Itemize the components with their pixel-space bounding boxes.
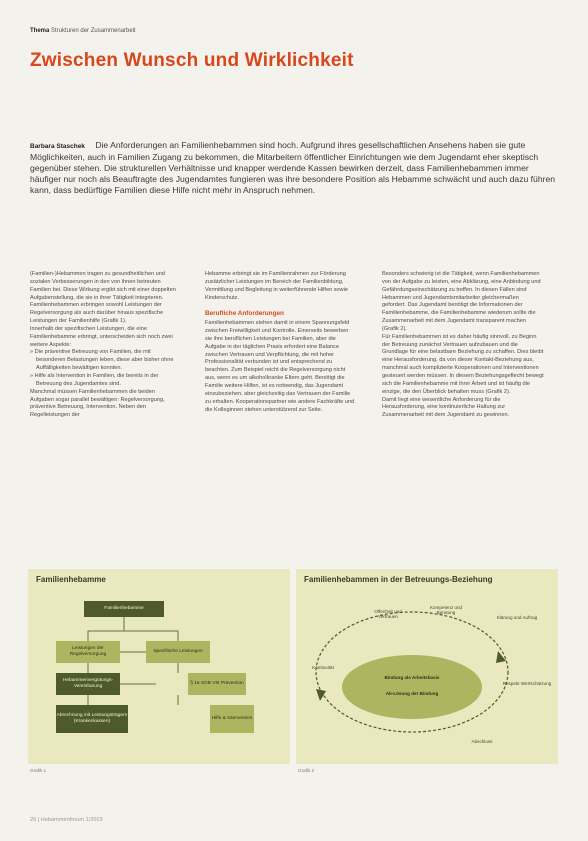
- body-paragraph: Innerhalb der spezifischen Leistungen, die eine Familienhebamme erbringt, unterscheiden sich noch zwei weitere Aspekte:: [30, 325, 173, 348]
- label-offenheit: Offenheit und Vertrauen: [374, 609, 402, 620]
- body-paragraph: Besonders schwierig ist die Tätigkeit, wenn Familienhebammen von der Aufgabe zu leisten, eine Abklärung, eine Anbindung und Gefährdungseinschätzung zu treffen. In diesen Fällen sind Hebammen und Jugendamtsmitarbeiter gleichermaßen gefordert. Das Jugendamt benötigt die Informationen der Familienhebamme, die Familienhebamme wiederum sollte die Zusammenarbeit mit dem Jugendamt transparent machen (Grafik 2).: [382, 271, 541, 332]
- box-intervention: Hilfe & Intervention: [210, 705, 254, 733]
- page-footer: 26 | Hebammenforum 1/2019: [30, 817, 103, 823]
- body-paragraph: Damit liegt eine wesentliche Anforderung für die Herausforderung, eine kontinuierliche Haltung zur Zusammenarbeit mit dem Jugendamt zu gewinnen.: [382, 396, 510, 419]
- figure-1-caption: Grafik 1: [30, 768, 47, 773]
- label-respekt: Respekt Wertschätzung: [502, 681, 552, 686]
- lead-paragraph: [30, 140, 558, 196]
- lead-text: Die Anforderungen an Familienhebammen sind hoch. Aufgrund ihres gesellschaftlichen Ansehens haben sie gute Möglichkeiten, auch in Familien Zugang zu bekommen, die Mitarbeitern öffentlicher Einrichtungen wie dem Jugendamt eher skeptisch gegenüber stehen. Die strukturellen Verhältnisse und knapper werdende Kassen bewirken derzeit, dass Familienhebammen immer häufiger nur noch als Beauftragte des Jugendamtes fungieren was ihre besondere Position als Hebamme schwächt und auch dazu führen kann, dass bedürftige Familien diese Hilfe nicht mehr in Anspruch nehmen.: [30, 140, 556, 196]
- body-paragraph: (Familien-)Hebammen tragen zu gesundheitlichen und sozialen Verbesserungen in den von ihnen betreuten Familien bei. Diese Wirkung ergibt sich mit einer doppelten Aufgabenstellung, die sie in ihrer Tätigkeit integrieren.: [30, 271, 176, 301]
- box-verguetung: Hebammenvergütungs-Vereinbarung: [56, 673, 120, 695]
- label-abloesung: Ab-Lösung der Bindung: [385, 691, 439, 696]
- text-column-3: [382, 271, 544, 420]
- author-name: Barbara Staschek: [30, 143, 85, 150]
- topic-line: [30, 28, 136, 34]
- box-regelversorgung: Leistungen der Regelversorgung: [56, 641, 120, 663]
- figure-2-title: Familienhebammen in der Betreuungs-Beziehung: [304, 575, 493, 584]
- topic-text: Strukturen der Zusammenarbeit: [51, 28, 136, 34]
- box-familienhebamme: Familienhebamme: [84, 601, 164, 617]
- body-paragraph: Familienhebammen erbringen sowohl Leistungen der Regelversorgung als auch darüber hinaus spezifische Leistungen der Familienhilfe (Grafik 1).: [30, 302, 164, 325]
- label-bindung: Bindung als Arbeitsbasis: [384, 675, 440, 680]
- body-paragraph: Hebamme erbringt sie im Familienrahmen zur Förderung zusätzlicher Leistungen im Bereich der Familienbildung, Vermittlung und Begleitung in weiterführende Hilfen sowie Kinderschutz.: [205, 271, 349, 301]
- figure-1-diagram: [28, 569, 290, 764]
- box-abrechnung: Abrechnung mit Leistungsträgern (Krankenkassen): [56, 705, 128, 733]
- figure-2-diagram: [296, 569, 558, 764]
- bullet-item: » Die präventive Betreuung von Familien, die mit besonderen Belastungen leben, diese aber bisher ohne Auffälligkeiten bewältigen konnten.: [30, 349, 174, 372]
- text-column-2: [205, 271, 355, 414]
- text-column-1: [30, 271, 180, 420]
- topic-label: Thema: [30, 28, 50, 34]
- label-kontinuitaet: Kontinuität: [312, 665, 334, 670]
- body-paragraph: Manchmal müssen Familienhebammen die beiden Aufgaben sogar parallel bewältigen: Regelversorgung, präventive Betreuung, Intervention. Neben den Regelleistungen der: [30, 388, 165, 419]
- bullet-item: » Hilfe als Intervention in Familien, die bereits in der Betreuung des Jugendamtes sind.: [30, 372, 159, 387]
- box-spezifische-leistungen: Spezifische Leistungen: [146, 641, 210, 663]
- body-paragraph: Für Familienhebammen ist es daher häufig sinnvoll, zu Beginn der Betreuung zunächst Vertrauen aufzubauen und die Grundlage für eine belastbare Beziehung zu schaffen. Dies bleibt eine Herausforderung, da von dieser Kontakt-Beziehung aus, manchmal auch komplizierte Kooperationen und Interventionen gesteuert werden müssen. In diesem Beziehungsgeflecht bewegt sich die Familienhebamme mit ihrer Arbeit und ist häufig die einzige, die den Überblick behalten muss (Grafik 2).: [382, 333, 544, 395]
- article-title: Zwischen Wunsch und Wirklichkeit: [30, 50, 354, 71]
- label-abschluss: Abschluss: [471, 739, 493, 744]
- body-paragraph: Familienhebammen stehen damit in einem Spannungsfeld zwischen Freiwilligkeit und Kontrolle. Einerseits bewerben sie ihre beruflichen Leistungen bei Familien, aber die Aufgabe in der täglichen Praxis erfordert eine Balance zwischen Vertrauen und Verpflichtung, die mit hoher Professionalität verbunden ist und entsprechend zu beachten. Zum Beispiel reicht die Regelversorgung nicht aus, wenn es um alkoholkranke Eltern geht. Benötigt die Familie weitere Hilfen, ist es notwendig, das Jugendamt einzubeziehen, aber gleichzeitig das Vertrauen der Familie zu erhalten. Kooperationspartner wie andere Fachkräfte und die Kolleginnen stehen unterstützend zur Seite.: [205, 320, 355, 413]
- figure-1-title: Familienhebamme: [36, 575, 106, 584]
- subheading: Berufliche Anforderungen: [205, 310, 284, 318]
- label-kompetenz: Kompetenz und Beratung: [429, 605, 463, 616]
- figure-2-caption: Grafik 2: [298, 768, 315, 773]
- label-klaerung: Klärung und Auftrag: [496, 615, 538, 620]
- box-praevention: § 16 SGB VIII Prävention: [188, 673, 246, 695]
- figure-1-connectors: [28, 569, 290, 764]
